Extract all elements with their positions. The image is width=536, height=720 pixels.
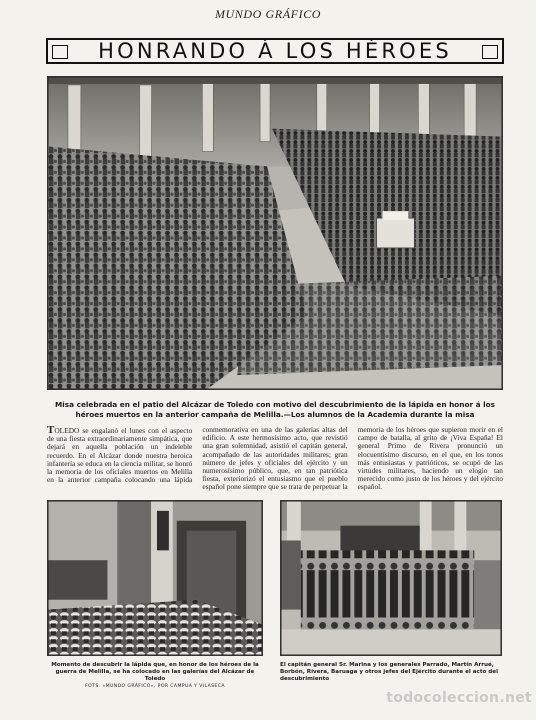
generals-gallery-photo [281,501,501,655]
article-body [47,426,503,492]
dropcap: T [47,424,55,436]
plaque-unveiling-photo [47,500,263,656]
masthead: MUNDO GRÁFICO [214,7,322,21]
photo-credit: FOTS. «MUNDO GRÁFICO», POR CAMPUA Y VILASECA [85,684,225,689]
courtyard-mass-photo [48,77,502,389]
generals-photo [280,500,502,656]
gallery-plaque-photo [48,501,262,655]
watermark: todocoleccion.net [386,690,532,706]
article-column-2: de las galerías altas del edificio. A este hermosísimo acto, que revistió una gran solemnidad, asistió el capitán general, acompañado de las autoridades militares; gran número de jefes y oficiales del ejército y un numerosísimo público, que, en tan patriótica fiesta, exteriorizó el entusiasmo que el pueblo español pone siempre que se trata de perpetuar [202,425,348,492]
headline: HONRANDO Á LOS HÉROES [98,38,452,63]
generals-photo-caption: El capitán general Sr. Marina y los generales Parrado, Martín Arrué, Borbón, Rivera, Baruaga y otros jefes del Ejército durante el acto del descubrimiento [280,662,499,682]
plaque-caption-text: Momento de descubrir la lápida que, en honor de los héroes de la guerra de Melilla, se ha colocado en las galerías del Alcázar de Toledo [51,662,259,682]
main-photo-caption: Misa celebrada en el patio del Alcázar de Toledo con motivo del descubrimiento de la lápida en honor á los héroes muertos en la anterior campaña de Melilla.—Los alumnos de la Academia durante la misa [55,400,495,419]
main-photo [47,76,503,390]
plaque-photo-caption [47,662,263,690]
headline-frame [46,38,504,64]
article-column-1: OLEDO se engalanó el lunes con el aspecto de una fiesta extraordinariamente simpática, que dejará en aquella población un indeleble recuerdo. En el Alcázar donde nuestra heroica infantería se educa en la ciencia militar, se honró la memoria de los oficiales muertos en Melilla en la anterior campaña colocando una lápida conmemorativa en una [47,425,272,485]
article-column-3: la memoria de los héroes que supieron morir en el campo de batalla, al grito de ¡Viva España! El general Primo de Rivera pronunció un elocuentísimo discurso, en el que, en los tonos más entusiastas y patrióticos, se ocupó de las virtudes militares, haciendo un elogio tan merecido como justo de los héroes y del ejército español. [342,425,503,492]
